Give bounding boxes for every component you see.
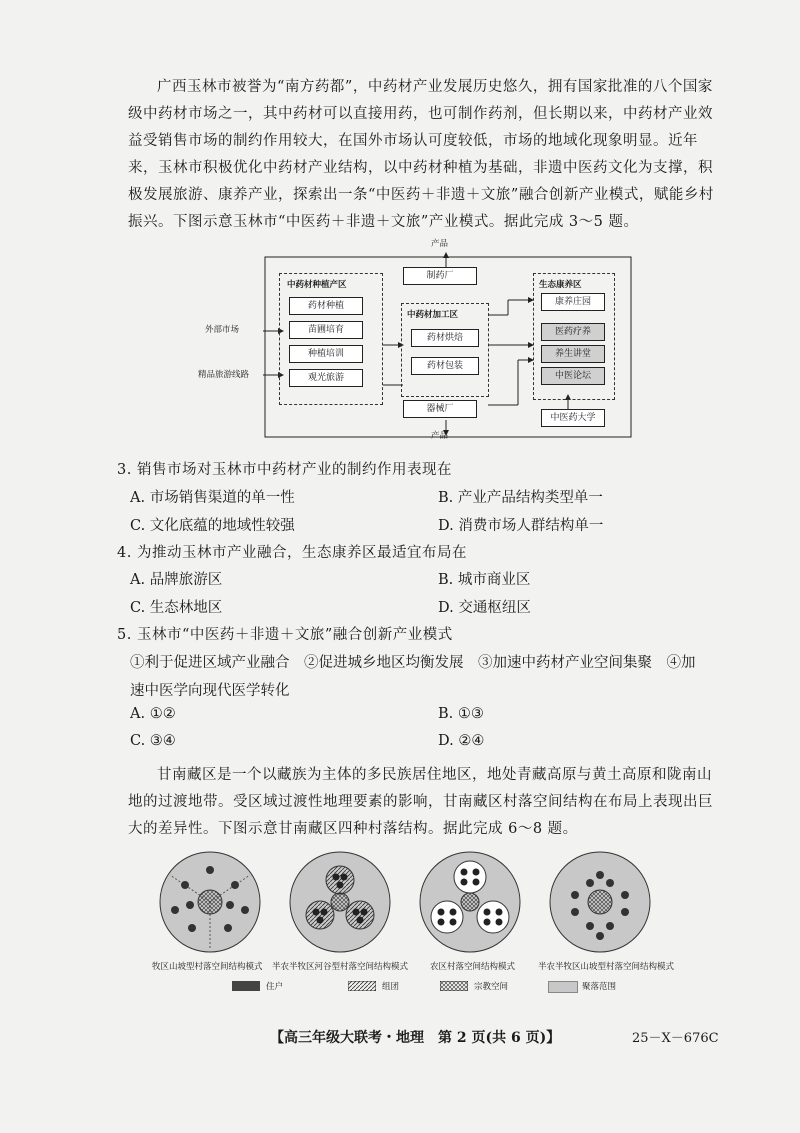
right-item-1: 医药疗养	[541, 323, 605, 341]
planting-zone-title: 中药材种植产区	[287, 280, 347, 290]
right-item-2: 养生讲堂	[541, 345, 605, 363]
q3-option-d: D. 消费市场人群结构单一	[438, 518, 604, 534]
tour-route-label: 精品旅游线路	[198, 370, 250, 380]
q4-option-b: B. 城市商业区	[438, 572, 531, 588]
q5-statement-line1: ①利于促进区域产业融合 ②促进城乡地区均衡发展 ③加速中药材产业空间集聚 ④加	[130, 655, 696, 671]
passage-yulin: 广西玉林市被誉为“南方药都”，中药材产业发展历史悠久，拥有国家批准的八个国家级中药材市场之一，其中药材可以直接用药，也可制作药剂，但长期以来，中药材产业效益受销售市场的制约作用较大，在国外市场认可度较低，市场的地域化现象明显。近年来，玉林市积极优化中药材产业结构，以中药材种植为基础，非遗中医药文化为支撑，积极发展旅游、康养产业，探索出一条“中医药＋非遗＋文旅”融合创新产业模式，赋能乡村振兴。下图示意玉林市“中医药＋非遗＋文旅”产业模式。据此完成 3～5 题。	[128, 79, 714, 230]
q4-stem: 4. 为推动玉林市产业融合，生态康养区最适宜布局在	[117, 545, 467, 561]
q3-option-a: A. 市场销售渠道的单一性	[130, 490, 295, 506]
processing-zone-title: 中药材加工区	[407, 310, 459, 320]
village-legend	[0, 978, 800, 998]
product-bottom-label: 产品	[431, 431, 449, 441]
left-item-1: 药材种植	[289, 297, 363, 315]
page-footer: 【高三年级大联考・地理 第 2 页(共 6 页)】	[270, 1030, 561, 1046]
legend-cluster-label: 组团	[382, 982, 400, 992]
q3-option-b: B. 产业产品结构类型单一	[438, 490, 603, 506]
village-structure-diagrams	[150, 850, 670, 960]
legend-settlement-swatch	[548, 981, 578, 993]
equipment-factory-box: 器械厂	[403, 400, 477, 418]
pharma-factory-box: 制药厂	[403, 267, 477, 285]
q5-option-b: B. ①③	[438, 706, 484, 722]
q3-stem: 3. 销售市场对玉林市中药材产业的制约作用表现在	[117, 462, 452, 478]
mid-item-2: 药材包装	[411, 357, 479, 375]
village-model-3	[420, 852, 520, 952]
right-top-box: 康养庄园	[541, 293, 605, 311]
q5-stem: 5. 玉林市“中医药＋非遗＋文旅”融合创新产业模式	[117, 627, 453, 643]
legend-settlement-label: 聚落范围	[582, 982, 617, 992]
caption-village-2: 半农半牧区河谷型村落空间结构模式	[272, 962, 409, 972]
village-model-4	[550, 852, 650, 952]
left-item-2: 苗圃培育	[289, 321, 363, 339]
q5-option-c: C. ③④	[130, 733, 176, 749]
industry-model-diagram	[198, 235, 633, 441]
legend-religious-swatch	[440, 981, 468, 991]
product-top-label: 产品	[431, 239, 449, 249]
q5-statement-line2: 速中医学向现代医学转化	[130, 683, 290, 699]
passage-gannan: 甘南藏区是一个以藏族为主体的多民族居住地区，地处青藏高原与黄土高原和陇南山地的过渡地带。受区域过渡性地理要素的影响，甘南藏区村落空间结构在布局上表现出巨大的差异性。下图示意甘南藏区四种村落结构。据此完成 6～8 题。	[128, 767, 713, 837]
mid-item-1: 药材烘焙	[411, 329, 479, 347]
legend-religious-label: 宗教空间	[474, 982, 509, 992]
left-item-3: 种植培训	[289, 345, 363, 363]
caption-village-1: 牧区山坡型村落空间结构模式	[152, 962, 263, 972]
outside-market-label: 外部市场	[205, 325, 240, 335]
left-item-4: 观光旅游	[289, 369, 363, 387]
wellness-zone-title: 生态康养区	[539, 280, 582, 290]
legend-household-label: 住户	[266, 982, 284, 992]
university-box: 中医药大学	[541, 409, 605, 427]
village-model-1	[160, 852, 260, 952]
q4-option-d: D. 交通枢纽区	[438, 600, 531, 616]
legend-household-swatch	[232, 981, 260, 991]
q3-option-c: C. 文化底蕴的地域性较强	[130, 518, 295, 534]
q4-option-c: C. 生态林地区	[130, 600, 223, 616]
q5-option-d: D. ②④	[438, 733, 485, 749]
exam-code: 25－X－676C	[632, 1031, 719, 1046]
right-item-3: 中医论坛	[541, 367, 605, 385]
legend-cluster-swatch	[348, 981, 376, 991]
caption-village-3: 农区村落空间结构模式	[430, 962, 516, 972]
village-model-2	[290, 852, 390, 952]
q5-option-a: A. ①②	[130, 706, 176, 722]
caption-village-4: 半农半牧区山坡型村落空间结构模式	[538, 962, 675, 972]
q4-option-a: A. 品牌旅游区	[130, 572, 223, 588]
